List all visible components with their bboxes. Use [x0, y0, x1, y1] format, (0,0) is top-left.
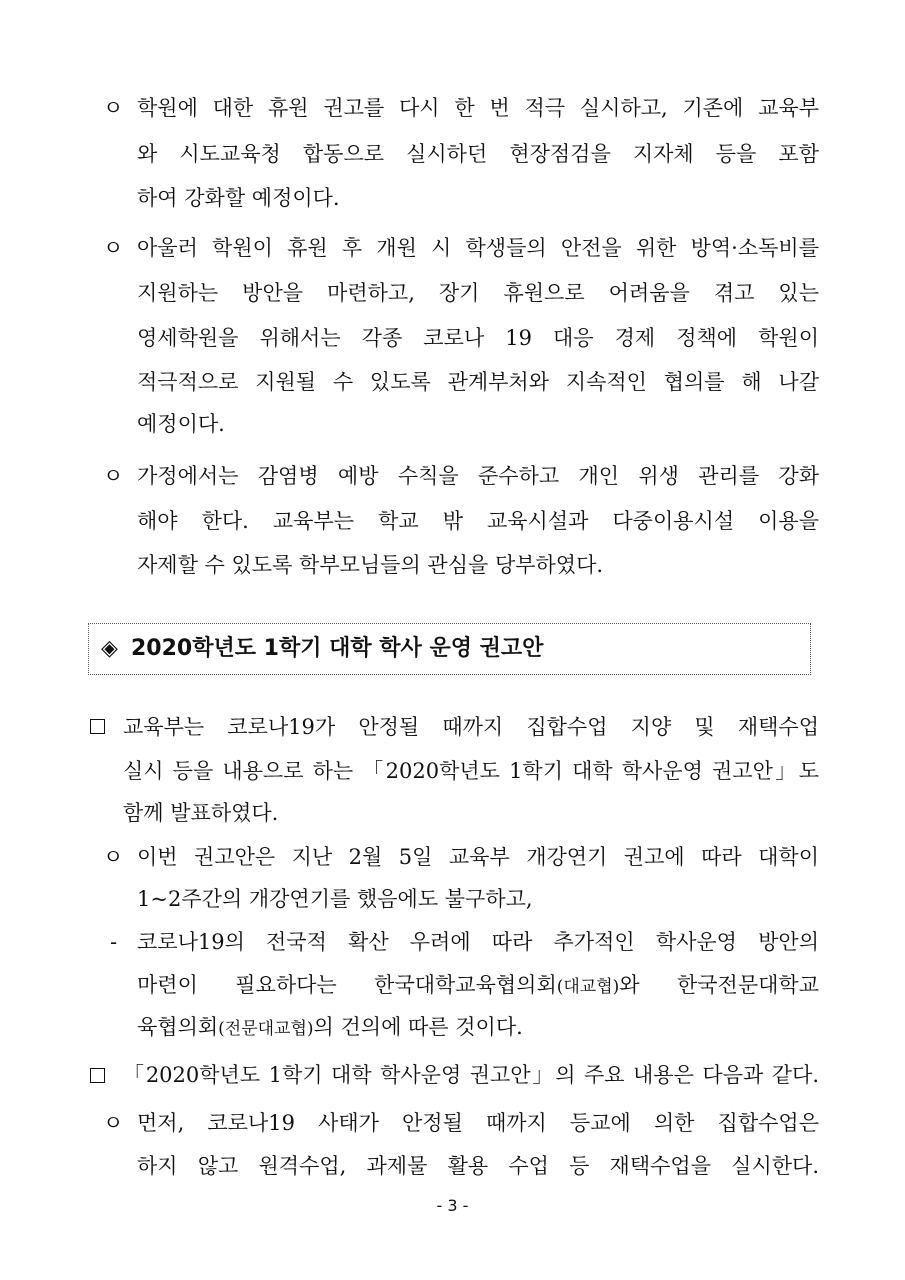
text-line: 예정이다.: [137, 412, 225, 436]
text-line: 코로나19의 전국적 확산 우려에 따라 추가적인 학사운영 방안의: [137, 930, 819, 954]
text-line: 아울러 학원이 휴원 후 개원 시 학생들의 안전을 위한 방역·소독비를: [137, 236, 819, 260]
text-segment: 의 건의에 따른 것이다.: [313, 1015, 523, 1039]
circle-bullet-icon: ㅇ: [103, 845, 124, 869]
text-line: 해야 한다. 교육부는 학교 밖 교육시설과 다중이용시설 이용을: [137, 509, 819, 533]
text-line: 지원하는 방안을 마련하고, 장기 휴원으로 어려움을 겪고 있는: [137, 281, 819, 305]
checkbox-bullet-icon: [90, 1068, 105, 1083]
text-line: 자제할 수 있도록 학부모님들의 관심을 당부하였다.: [137, 553, 604, 577]
text-line: [137, 973, 819, 999]
text-line: 함께 발표하였다.: [123, 801, 279, 825]
text-segment: 마련이 필요하다는 한국대학교육협의회: [137, 973, 557, 997]
text-line: [137, 1015, 523, 1041]
dash-bullet-icon: -: [110, 930, 118, 954]
text-line: 실시 등을 내용으로 하는 「2020학년도 1학기 대학 학사운영 권고안」도: [123, 759, 819, 783]
text-line: 가정에서는 감염병 예방 수칙을 준수하고 개인 위생 관리를 강화: [137, 464, 819, 488]
circle-bullet-icon: ㅇ: [103, 464, 124, 488]
text-line: 먼저, 코로나19 사태가 안정될 때까지 등교에 의한 집합수업은: [137, 1111, 819, 1135]
text-line: 「2020학년도 1학기 대학 학사운영 권고안」의 주요 내용은 다음과 같다.: [123, 1063, 819, 1087]
diamond-bullet-icon: ◈: [101, 636, 118, 661]
text-line: 하여 강화할 예정이다.: [137, 186, 340, 210]
page-number: - 3 -: [436, 1196, 469, 1215]
circle-bullet-icon: ㅇ: [103, 1111, 124, 1135]
section-heading-box: [88, 623, 811, 675]
text-line: 학원에 대한 휴원 권고를 다시 한 번 적극 실시하고, 기존에 교육부: [137, 96, 819, 120]
circle-bullet-icon: ㅇ: [103, 236, 124, 260]
text-segment: 육협의회: [137, 1015, 219, 1039]
text-line: 하지 않고 원격수업, 과제물 활용 수업 등 재택수업을 실시한다.: [137, 1154, 819, 1178]
checkbox-bullet-icon: [90, 719, 105, 734]
text-line: 적극적으로 지원될 수 있도록 관계부처와 지속적인 협의를 해 나갈: [137, 370, 819, 394]
text-line: 1~2주간의 개강연기를 했음에도 불구하고,: [137, 887, 533, 911]
text-line: 와 시도교육청 합동으로 실시하던 현장점검을 지자체 등을 포함: [137, 142, 819, 166]
text-line: 이번 권고안은 지난 2월 5일 교육부 개강연기 권고에 따라 대학이: [137, 845, 819, 869]
text-segment: 와 한국전문대학교: [619, 973, 819, 997]
circle-bullet-icon: ㅇ: [103, 96, 124, 120]
text-line: 교육부는 코로나19가 안정될 때까지 집합수업 지양 및 재택수업: [123, 715, 819, 739]
section-title: 2020학년도 1학기 대학 학사 운영 권고안: [131, 636, 544, 661]
text-line: 영세학원을 위해서는 각종 코로나 19 대응 경제 정책에 학원이: [137, 326, 819, 350]
abbreviation-text: (대교협): [556, 977, 620, 997]
abbreviation-text: (전문대교협): [218, 1019, 314, 1039]
